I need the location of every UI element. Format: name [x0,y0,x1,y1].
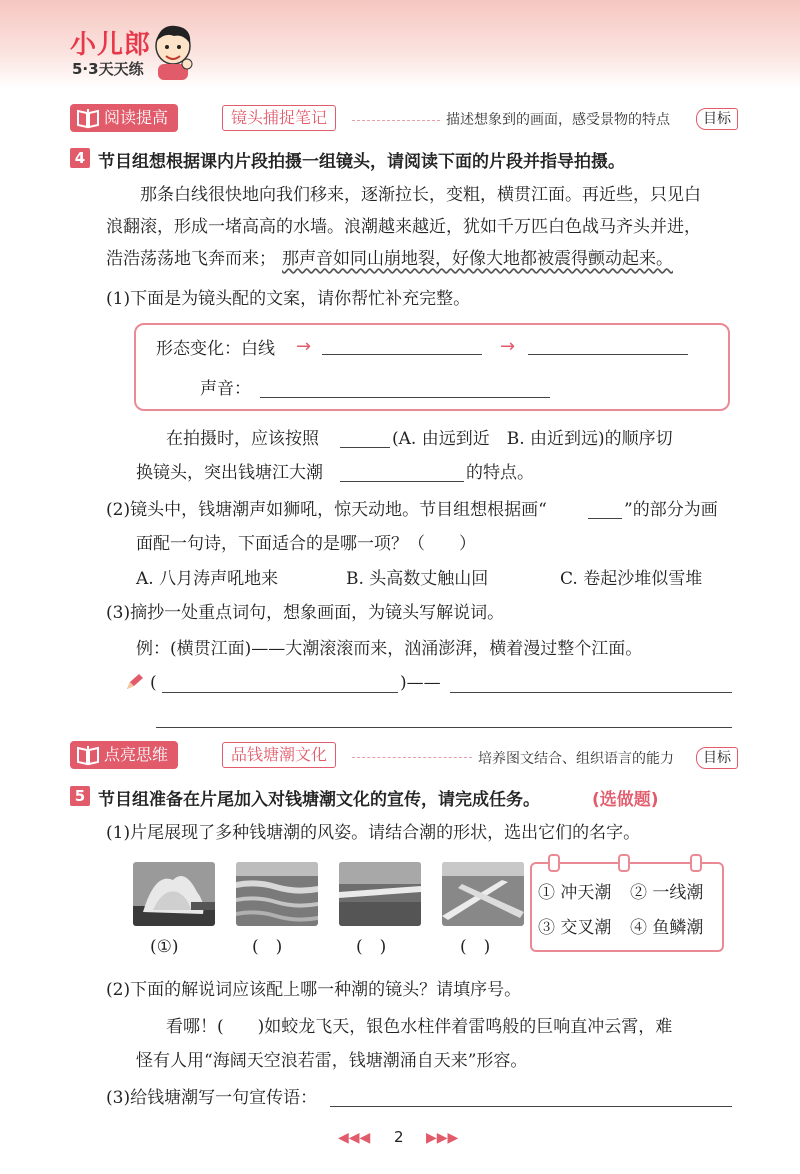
page-number: 2 [394,1128,404,1146]
passage-line: 浩浩荡荡地飞奔而来； [106,249,276,269]
tide-name-2: ② 一线潮 [630,883,704,903]
notepad-ring [618,854,630,872]
pencil-icon [124,672,146,692]
shape-blank-1[interactable] [322,354,482,355]
example-answer: 例：(横贯江面)——大潮滚滚而来，汹涌澎湃，横着漫过整个江面。 [136,639,643,659]
photo-answer-4[interactable]: ( ) [460,937,491,957]
question-number: 4 [70,148,90,168]
answer-paren-open: ( [150,673,157,693]
tide-name-4: ④ 鱼鳞潮 [630,918,704,938]
question-number: 5 [70,786,90,806]
sub-question-2-line2: 面配一句诗，下面适合的是哪一项？（ ） [136,534,476,554]
tide-photo-3 [339,862,421,926]
order-text-3: 的特点。 [466,463,534,483]
narration-line-2: 怪有人用“海阔天空浪若雷，钱塘潮涌自天来”形容。 [136,1051,528,1071]
prev-arrows-icon: ◀◀◀ [338,1130,371,1146]
keyword-blank[interactable] [162,692,398,693]
narration-line-1: 看哪！( )如蛟龙飞天，银色水柱伴着雷鸣般的巨响直冲云霄，难 [166,1017,673,1037]
option-c: C. 卷起沙堆似雪堆 [560,569,703,589]
tide-name-3: ③ 交叉潮 [538,918,612,938]
sub-question-2: (2)镜头中，钱塘潮声如狮吼，惊天动地。节目组想根据画“ [106,500,547,520]
question-title: 节目组想根据课内片段拍摄一组镜头，请阅读下面的片段并指导拍摄。 [98,152,625,172]
passage-line: 那条白线很快地向我们移来，逐渐拉长，变粗，横贯江面。再近些，只见白 [140,185,701,205]
goal-tag: 目标 [696,747,738,769]
photo-answer-1: (①) [150,937,179,957]
section-badge-label: 点亮思维 [104,745,169,764]
section-badge-label: 阅读提高 [104,108,169,127]
option-b: B. 头高数丈触山回 [346,569,489,589]
sub-question-3: (3)摘抄一处重点词句，想象画面，为镜头写解说词。 [106,603,505,623]
tide-photo-1 [133,862,215,926]
arrow-icon: → [500,336,516,357]
tide-photo-4 [442,862,524,926]
divider [352,757,472,758]
passage-wavy-sentence: 那声音如同山崩地裂，好像大地都被震得颤动起来。 [282,249,673,269]
notepad-ring [548,854,560,872]
sound-blank[interactable] [260,397,550,398]
book-icon [76,107,100,129]
tide-name-1: ① 冲天潮 [538,883,612,903]
divider [352,120,440,121]
series-name: 5·3天天练 [72,60,144,78]
sub-question-1: (1)下面是为镜头配的文案，请你帮忙补充完整。 [106,289,471,309]
order-text: 在拍摄时，应该按照 [166,429,319,449]
order-blank[interactable] [340,447,390,448]
sub-question-2: (2)下面的解说词应该配上哪一种潮的镜头？请填序号。 [106,980,522,1000]
notepad-ring [690,854,702,872]
arrow-icon: → [296,336,312,357]
section-goal: 描述想象到的画面，感受景物的特点 [446,112,670,128]
tide-photo-2 [236,862,318,926]
sub-question-2-end: ”的部分为画 [624,500,718,520]
sound-label: 声音： [200,379,251,399]
sub-question-1: (1)片尾展现了多种钱塘潮的风姿。请结合潮的形状，选出它们的名字。 [106,823,641,843]
shape-change-label: 形态变化：白线 [156,339,275,359]
narration-blank-2[interactable] [156,727,732,728]
goal-tag: 目标 [696,108,738,130]
slogan-blank[interactable] [330,1106,732,1107]
photo-answer-2[interactable]: ( ) [252,937,283,957]
option-a: A. 八月涛声吼地来 [136,569,279,589]
section-subtitle: 品钱塘潮文化 [222,742,336,768]
book-icon [76,744,100,766]
brand-logo: 小儿郎 [70,30,152,60]
mascot-icon [150,20,196,80]
answer-paren-close: )—— [400,673,441,693]
order-options: (A. 由远到近 B. 由近到远)的顺序切 [392,429,673,449]
order-text-2: 换镜头，突出钱塘江大潮 [136,463,323,483]
photo-answer-3[interactable]: ( ) [356,937,387,957]
optional-tag: (选做题) [592,790,659,810]
section-goal: 培养图文结合、组织语言的能力 [478,751,674,767]
question-title: 节目组准备在片尾加入对钱塘潮文化的宣传，请完成任务。 [98,790,540,810]
passage-line: 浪翻滚，形成一堵高高的水墙。浪潮越来越近，犹如千万匹白色战马齐头并进， [106,217,701,237]
feature-blank[interactable] [340,481,464,482]
marker-blank[interactable] [588,518,622,519]
next-arrows-icon: ▶▶▶ [426,1130,459,1146]
narration-blank-1[interactable] [450,692,732,693]
section-subtitle: 镜头捕捉笔记 [222,105,336,131]
shape-blank-2[interactable] [528,354,688,355]
sub-question-3: (3)给钱塘潮写一句宣传语： [106,1088,318,1108]
